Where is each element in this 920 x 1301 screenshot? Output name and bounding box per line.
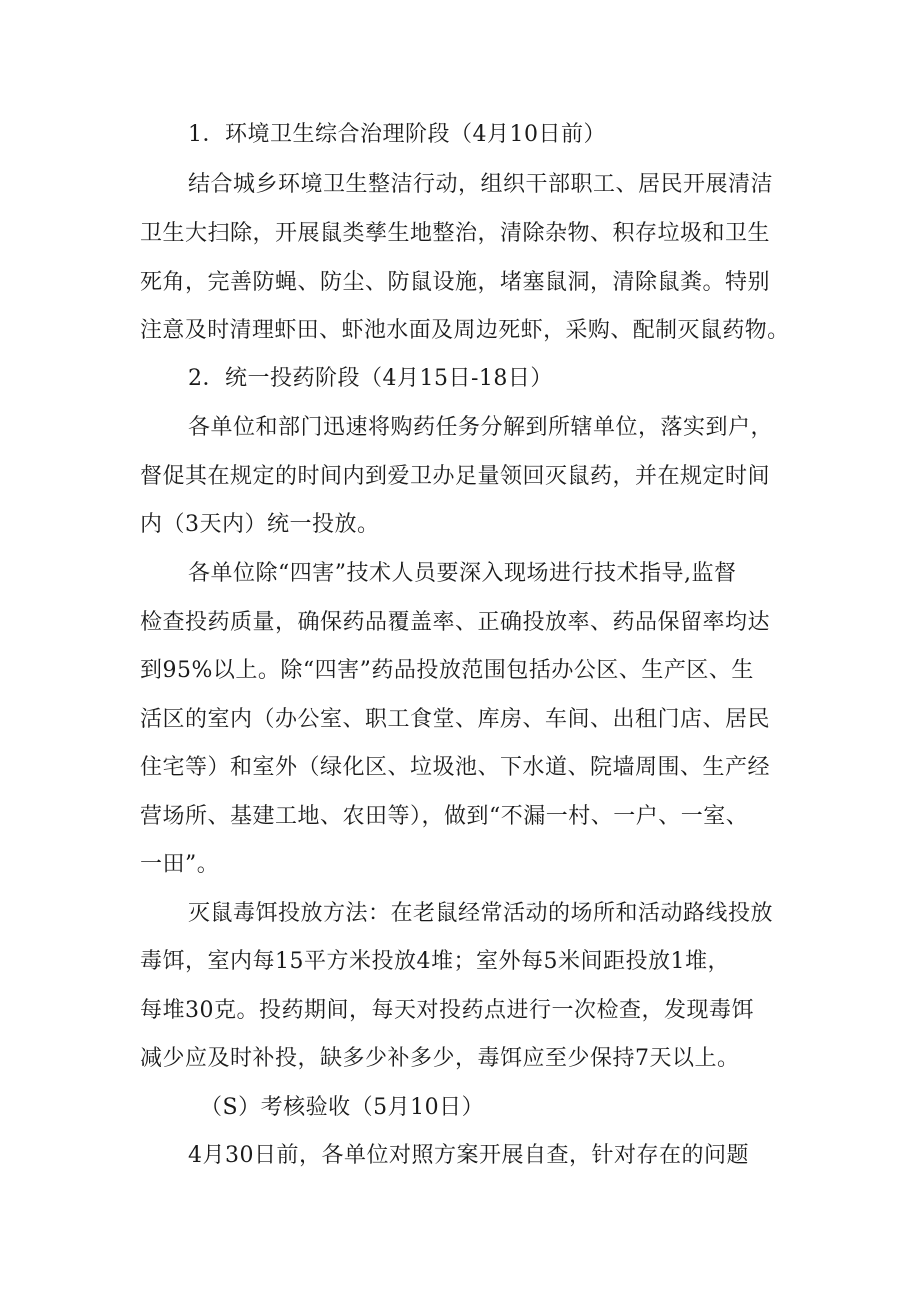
paragraph-line: 每堆30克。投药期间，每天对投药点进行一次检查，发现毒饵	[140, 998, 754, 1023]
paragraph-line: 结合城乡环境卫生整洁行动，组织干部职工、居民开展清洁	[188, 172, 774, 197]
paragraph-line: 各单位除“四害”技术人员要深入现场进行技术指导,监督	[188, 561, 737, 586]
paragraph-line: 各单位和部门迅速将购药任务分解到所辖单位，落实到户，	[188, 415, 774, 440]
paragraph-line: 到95%以上。除“四害”药品投放范围包括办公区、生产区、生	[140, 658, 754, 683]
paragraph-line: 减少应及时补投，缺多少补多少，毒饵应至少保持7天以上。	[140, 1046, 740, 1071]
paragraph-line: 检查投药质量，确保药品覆盖率、正确投放率、药品保留率均达	[140, 610, 771, 635]
paragraph-line: 住宅等）和室外（绿化区、垃圾池、下水道、院墙周围、生产经	[140, 755, 771, 780]
paragraph-line: 督促其在规定的时间内到爱卫办足量领回灭鼠药，并在规定时间	[140, 464, 771, 489]
paragraph-line: 活区的室内（办公室、职工食堂、库房、车间、出租门店、居民	[140, 707, 771, 732]
paragraph-line: 营场所、基建工地、农田等），做到“不漏一村、一户、一室、	[140, 804, 749, 829]
paragraph-line: 灭鼠毒饵投放方法：在老鼠经常活动的场所和活动路线投放	[188, 901, 774, 926]
paragraph-line: 死角，完善防蝇、防尘、防鼠设施，堵塞鼠洞，清除鼠粪。特别	[140, 270, 771, 295]
paragraph-line: 内（3天内）统一投放。	[140, 512, 380, 537]
heading-stage-2: 2．统一投药阶段（4月15日-18日）	[188, 366, 553, 391]
paragraph-line: 一田”。	[140, 852, 220, 877]
paragraph-line: 注意及时清理虾田、虾池水面及周边死虾，采购、配制灭鼠药物。	[140, 318, 790, 343]
paragraph-line: 4月30日前，各单位对照方案开展自查，针对存在的问题	[188, 1143, 749, 1168]
heading-stage-1: 1．环境卫生综合治理阶段（4月10日前）	[188, 122, 606, 147]
paragraph-line: 毒饵，室内每15平方米投放4堆；室外每5米间距投放1堆，	[140, 949, 730, 974]
paragraph-line: 卫生大扫除，开展鼠类孳生地整治，清除杂物、积存垃圾和卫生	[140, 221, 771, 246]
heading-assessment: （S）考核验收（5月10日）	[200, 1095, 485, 1120]
